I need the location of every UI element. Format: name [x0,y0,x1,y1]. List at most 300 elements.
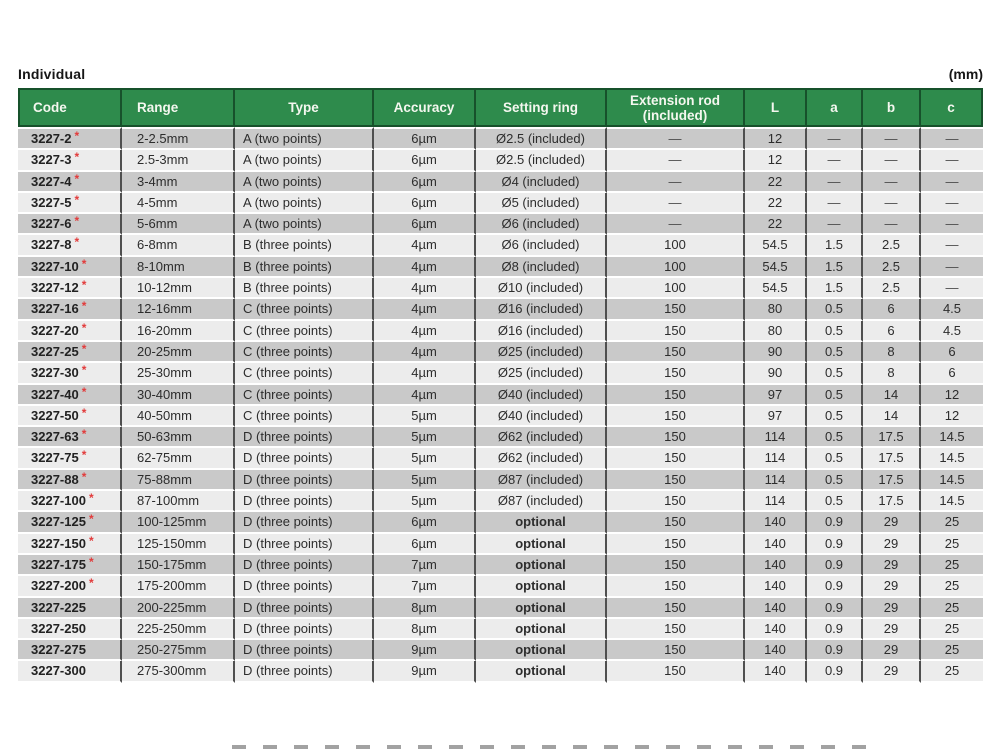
cell-c: 25 [921,512,983,533]
cell-a: — [807,214,863,235]
product-code: 3227-63 [31,429,79,445]
cell-code [18,172,122,193]
asterisk-marker: * [81,256,87,271]
cell-type: A (two points) [235,150,374,171]
cell-code [18,555,122,576]
cell-setting_ring: Ø16 (included) [476,299,607,320]
product-code: 3227-8 [31,237,72,253]
cell-b: 14 [863,406,921,427]
cell-type: C (three points) [235,342,374,363]
product-code: 3227-20 [31,322,79,338]
cell-accuracy: 5µm [374,470,476,491]
cell-L: 54.5 [745,235,807,256]
cell-b: 8 [863,342,921,363]
cell-b: 2.5 [863,257,921,278]
cell-range: 20-25mm [122,342,235,363]
cell-a: 0.5 [807,406,863,427]
cell-a: 0.9 [807,555,863,576]
cell-setting_ring: Ø25 (included) [476,363,607,384]
cell-a: — [807,150,863,171]
asterisk-marker: * [74,192,80,207]
product-code: 3227-5 [31,194,72,210]
cell-b: 6 [863,299,921,320]
cell-extension_rod: 150 [607,299,745,320]
cell-type: D (three points) [235,470,374,491]
cell-accuracy: 7µm [374,555,476,576]
next-table-edge-dashes [232,745,882,749]
cell-code [18,470,122,491]
cell-extension_rod: 150 [607,661,745,682]
asterisk-marker: * [74,150,80,165]
cell-setting_ring: Ø10 (included) [476,278,607,299]
cell-b: 17.5 [863,448,921,469]
cell-L: 97 [745,385,807,406]
cell-code [18,385,122,406]
cell-a: 0.5 [807,321,863,342]
cell-L: 140 [745,512,807,533]
cell-accuracy: 6µm [374,150,476,171]
cell-extension_rod: 150 [607,470,745,491]
table-row [18,363,983,384]
table-row [18,214,983,235]
cell-extension_rod: — [607,172,745,193]
cell-type: B (three points) [235,278,374,299]
table-header [18,88,983,127]
cell-code [18,150,122,171]
cell-setting_ring: Ø16 (included) [476,321,607,342]
cell-code [18,406,122,427]
cell-L: 140 [745,534,807,555]
cell-c: — [921,150,983,171]
product-code: 3227-2 [31,131,72,146]
cell-accuracy: 4µm [374,385,476,406]
cell-accuracy: 7µm [374,576,476,597]
cell-c: 25 [921,661,983,682]
cell-c: 14.5 [921,470,983,491]
asterisk-marker: * [74,171,80,186]
cell-setting_ring: optional [476,512,607,533]
product-code: 3227-16 [31,301,79,317]
cell-b: 17.5 [863,470,921,491]
cell-a: 0.5 [807,363,863,384]
cell-type: B (three points) [235,257,374,278]
cell-b: 29 [863,555,921,576]
cell-code [18,299,122,320]
cell-b: 2.5 [863,278,921,299]
cell-type: C (three points) [235,406,374,427]
cell-extension_rod: 150 [607,512,745,533]
cell-L: 12 [745,150,807,171]
product-code: 3227-200 [31,578,86,594]
cell-range: 2.5-3mm [122,150,235,171]
table-row [18,555,983,576]
cell-type: D (three points) [235,576,374,597]
cell-L: 140 [745,555,807,576]
cell-b: 8 [863,363,921,384]
cell-b: 29 [863,534,921,555]
cell-b: — [863,172,921,193]
table-row [18,661,983,682]
asterisk-marker: * [81,405,87,420]
column-header-accuracy: Accuracy [374,88,476,127]
cell-L: 114 [745,427,807,448]
cell-extension_rod: — [607,214,745,235]
table-row [18,299,983,320]
cell-setting_ring: optional [476,576,607,597]
cell-type: C (three points) [235,363,374,384]
cell-extension_rod: 150 [607,619,745,640]
asterisk-marker: * [81,469,87,484]
cell-setting_ring: optional [476,598,607,619]
cell-L: 140 [745,576,807,597]
cell-L: 114 [745,448,807,469]
table-row [18,342,983,363]
cell-extension_rod: — [607,193,745,214]
cell-b: 29 [863,640,921,661]
spec-table [18,88,983,683]
cell-setting_ring: Ø40 (included) [476,406,607,427]
cell-L: 80 [745,299,807,320]
cell-accuracy: 8µm [374,598,476,619]
cell-extension_rod: — [607,150,745,171]
cell-a: — [807,172,863,193]
product-code: 3227-125 [31,514,86,530]
cell-range: 100-125mm [122,512,235,533]
cell-range: 10-12mm [122,278,235,299]
cell-accuracy: 9µm [374,640,476,661]
cell-accuracy: 4µm [374,257,476,278]
cell-type: D (three points) [235,640,374,661]
cell-range: 40-50mm [122,406,235,427]
column-header-b: b [863,88,921,127]
cell-code [18,534,122,555]
cell-extension_rod: 100 [607,235,745,256]
cell-b: — [863,127,921,150]
cell-a: 0.5 [807,491,863,512]
cell-code [18,598,122,619]
column-header-c: c [921,88,983,127]
cell-range: 225-250mm [122,619,235,640]
cell-accuracy: 6µm [374,512,476,533]
cell-a: 0.9 [807,576,863,597]
cell-a: 0.5 [807,470,863,491]
cell-code [18,193,122,214]
cell-a: 0.5 [807,299,863,320]
cell-a: 0.5 [807,342,863,363]
cell-range: 30-40mm [122,385,235,406]
table-row [18,534,983,555]
cell-a: 0.5 [807,448,863,469]
cell-L: 22 [745,172,807,193]
table-row [18,619,983,640]
product-code: 3227-4 [31,173,72,189]
cell-setting_ring: Ø8 (included) [476,257,607,278]
cell-a: 1.5 [807,235,863,256]
cell-b: 2.5 [863,235,921,256]
cell-accuracy: 4µm [374,321,476,342]
cell-setting_ring: Ø2.5 (included) [476,150,607,171]
cell-a: — [807,193,863,214]
table-row [18,235,983,256]
table-row [18,278,983,299]
cell-code [18,512,122,533]
cell-extension_rod: 150 [607,427,745,448]
cell-L: 114 [745,470,807,491]
cell-a: 0.5 [807,427,863,448]
cell-code [18,661,122,682]
cell-type: C (three points) [235,385,374,406]
cell-b: 6 [863,321,921,342]
cell-c: — [921,257,983,278]
table-row [18,491,983,512]
cell-accuracy: 4µm [374,299,476,320]
cell-code [18,214,122,235]
cell-accuracy: 6µm [374,534,476,555]
table-row [18,427,983,448]
cell-accuracy: 4µm [374,342,476,363]
cell-c: — [921,214,983,235]
cell-type: D (three points) [235,598,374,619]
cell-L: 140 [745,640,807,661]
cell-type: B (three points) [235,235,374,256]
asterisk-marker: * [74,214,80,229]
cell-b: — [863,150,921,171]
cell-extension_rod: 150 [607,406,745,427]
cell-L: 140 [745,619,807,640]
table-row [18,598,983,619]
cell-c: — [921,235,983,256]
table-row [18,127,983,150]
product-code: 3227-10 [31,258,79,274]
cell-accuracy: 9µm [374,661,476,682]
cell-L: 12 [745,127,807,150]
cell-range: 62-75mm [122,448,235,469]
cell-a: 0.9 [807,640,863,661]
cell-accuracy: 4µm [374,363,476,384]
column-header-a: a [807,88,863,127]
cell-range: 6-8mm [122,235,235,256]
cell-code [18,127,122,150]
cell-b: 29 [863,576,921,597]
column-header-extension_rod: Extension rod (included) [607,88,745,127]
cell-code [18,619,122,640]
cell-extension_rod: — [607,127,745,150]
cell-type: D (three points) [235,491,374,512]
cell-setting_ring: optional [476,555,607,576]
cell-type: D (three points) [235,661,374,682]
cell-type: D (three points) [235,427,374,448]
cell-c: 12 [921,406,983,427]
cell-range: 275-300mm [122,661,235,682]
cell-extension_rod: 150 [607,342,745,363]
table-row [18,150,983,171]
cell-setting_ring: Ø4 (included) [476,172,607,193]
cell-extension_rod: 150 [607,363,745,384]
asterisk-marker: * [88,512,94,527]
cell-range: 50-63mm [122,427,235,448]
asterisk-marker: * [88,491,94,506]
asterisk-marker: * [74,235,80,250]
cell-L: 54.5 [745,278,807,299]
product-code: 3227-75 [31,450,79,466]
cell-setting_ring: Ø5 (included) [476,193,607,214]
cell-extension_rod: 100 [607,278,745,299]
column-header-L: L [745,88,807,127]
cell-type: A (two points) [235,127,374,150]
cell-range: 16-20mm [122,321,235,342]
cell-code [18,427,122,448]
cell-extension_rod: 150 [607,385,745,406]
table-row [18,640,983,661]
product-code: 3227-250 [31,620,86,636]
asterisk-marker: * [81,278,87,293]
cell-c: 25 [921,534,983,555]
table-body [18,127,983,683]
cell-extension_rod: 150 [607,598,745,619]
cell-setting_ring: Ø6 (included) [476,214,607,235]
cell-type: A (two points) [235,172,374,193]
cell-b: — [863,193,921,214]
table-row [18,193,983,214]
cell-range: 4-5mm [122,193,235,214]
cell-b: 14 [863,385,921,406]
table-row [18,448,983,469]
cell-setting_ring: Ø62 (included) [476,448,607,469]
cell-setting_ring: Ø87 (included) [476,470,607,491]
cell-a: 1.5 [807,278,863,299]
cell-extension_rod: 150 [607,321,745,342]
cell-b: 17.5 [863,491,921,512]
cell-c: 14.5 [921,448,983,469]
cell-code [18,321,122,342]
cell-code [18,448,122,469]
cell-type: D (three points) [235,619,374,640]
cell-setting_ring: optional [476,534,607,555]
cell-a: 1.5 [807,257,863,278]
column-header-range: Range [122,88,235,127]
product-code: 3227-275 [31,642,86,658]
cell-code [18,491,122,512]
cell-c: 25 [921,640,983,661]
cell-a: — [807,127,863,150]
table-row [18,470,983,491]
table-row [18,321,983,342]
asterisk-marker: * [88,576,94,591]
cell-range: 75-88mm [122,470,235,491]
cell-L: 22 [745,193,807,214]
asterisk-marker: * [81,384,87,399]
cell-b: 29 [863,619,921,640]
cell-L: 54.5 [745,257,807,278]
header-row [18,88,983,127]
cell-c: 4.5 [921,321,983,342]
cell-code [18,278,122,299]
cell-b: 29 [863,598,921,619]
cell-code [18,257,122,278]
table-row [18,406,983,427]
cell-accuracy: 6µm [374,193,476,214]
cell-setting_ring: Ø40 (included) [476,385,607,406]
table-row [18,576,983,597]
cell-c: 6 [921,363,983,384]
cell-a: 0.9 [807,619,863,640]
table-row [18,257,983,278]
asterisk-marker: * [81,341,87,356]
cell-accuracy: 4µm [374,278,476,299]
cell-range: 175-200mm [122,576,235,597]
cell-c: 6 [921,342,983,363]
cell-range: 12-16mm [122,299,235,320]
table-row [18,385,983,406]
cell-L: 90 [745,363,807,384]
column-header-setting_ring: Setting ring [476,88,607,127]
cell-c: 25 [921,576,983,597]
asterisk-marker: * [74,129,80,143]
cell-accuracy: 6µm [374,214,476,235]
product-code: 3227-40 [31,386,79,402]
cell-c: 14.5 [921,427,983,448]
cell-L: 97 [745,406,807,427]
cell-a: 0.9 [807,661,863,682]
cell-c: — [921,278,983,299]
cell-range: 3-4mm [122,172,235,193]
cell-b: 29 [863,512,921,533]
cell-extension_rod: 150 [607,534,745,555]
cell-range: 25-30mm [122,363,235,384]
cell-L: 114 [745,491,807,512]
cell-L: 140 [745,661,807,682]
cell-setting_ring: Ø62 (included) [476,427,607,448]
cell-setting_ring: optional [476,619,607,640]
cell-L: 140 [745,598,807,619]
cell-accuracy: 6µm [374,127,476,150]
cell-accuracy: 5µm [374,491,476,512]
asterisk-marker: * [81,299,87,314]
cell-range: 125-150mm [122,534,235,555]
cell-type: A (two points) [235,214,374,235]
product-code: 3227-88 [31,471,79,487]
cell-c: 25 [921,598,983,619]
cell-type: A (two points) [235,193,374,214]
cell-extension_rod: 150 [607,448,745,469]
cell-a: 0.9 [807,512,863,533]
cell-extension_rod: 150 [607,555,745,576]
cell-c: 12 [921,385,983,406]
product-code: 3227-6 [31,216,72,232]
cell-setting_ring: optional [476,661,607,682]
cell-accuracy: 5µm [374,406,476,427]
cell-setting_ring: Ø25 (included) [476,342,607,363]
column-header-type: Type [235,88,374,127]
cell-type: D (three points) [235,534,374,555]
cell-setting_ring: Ø87 (included) [476,491,607,512]
cell-code [18,342,122,363]
cell-accuracy: 5µm [374,427,476,448]
cell-accuracy: 6µm [374,172,476,193]
column-header-code: Code [18,88,122,127]
page-title: Individual [18,66,86,82]
product-code: 3227-30 [31,365,79,381]
asterisk-marker: * [81,320,87,335]
cell-setting_ring: optional [476,640,607,661]
cell-type: D (three points) [235,448,374,469]
cell-L: 80 [745,321,807,342]
unit-label: (mm) [948,66,983,82]
cell-a: 0.9 [807,598,863,619]
cell-range: 5-6mm [122,214,235,235]
table-row [18,512,983,533]
cell-type: D (three points) [235,512,374,533]
